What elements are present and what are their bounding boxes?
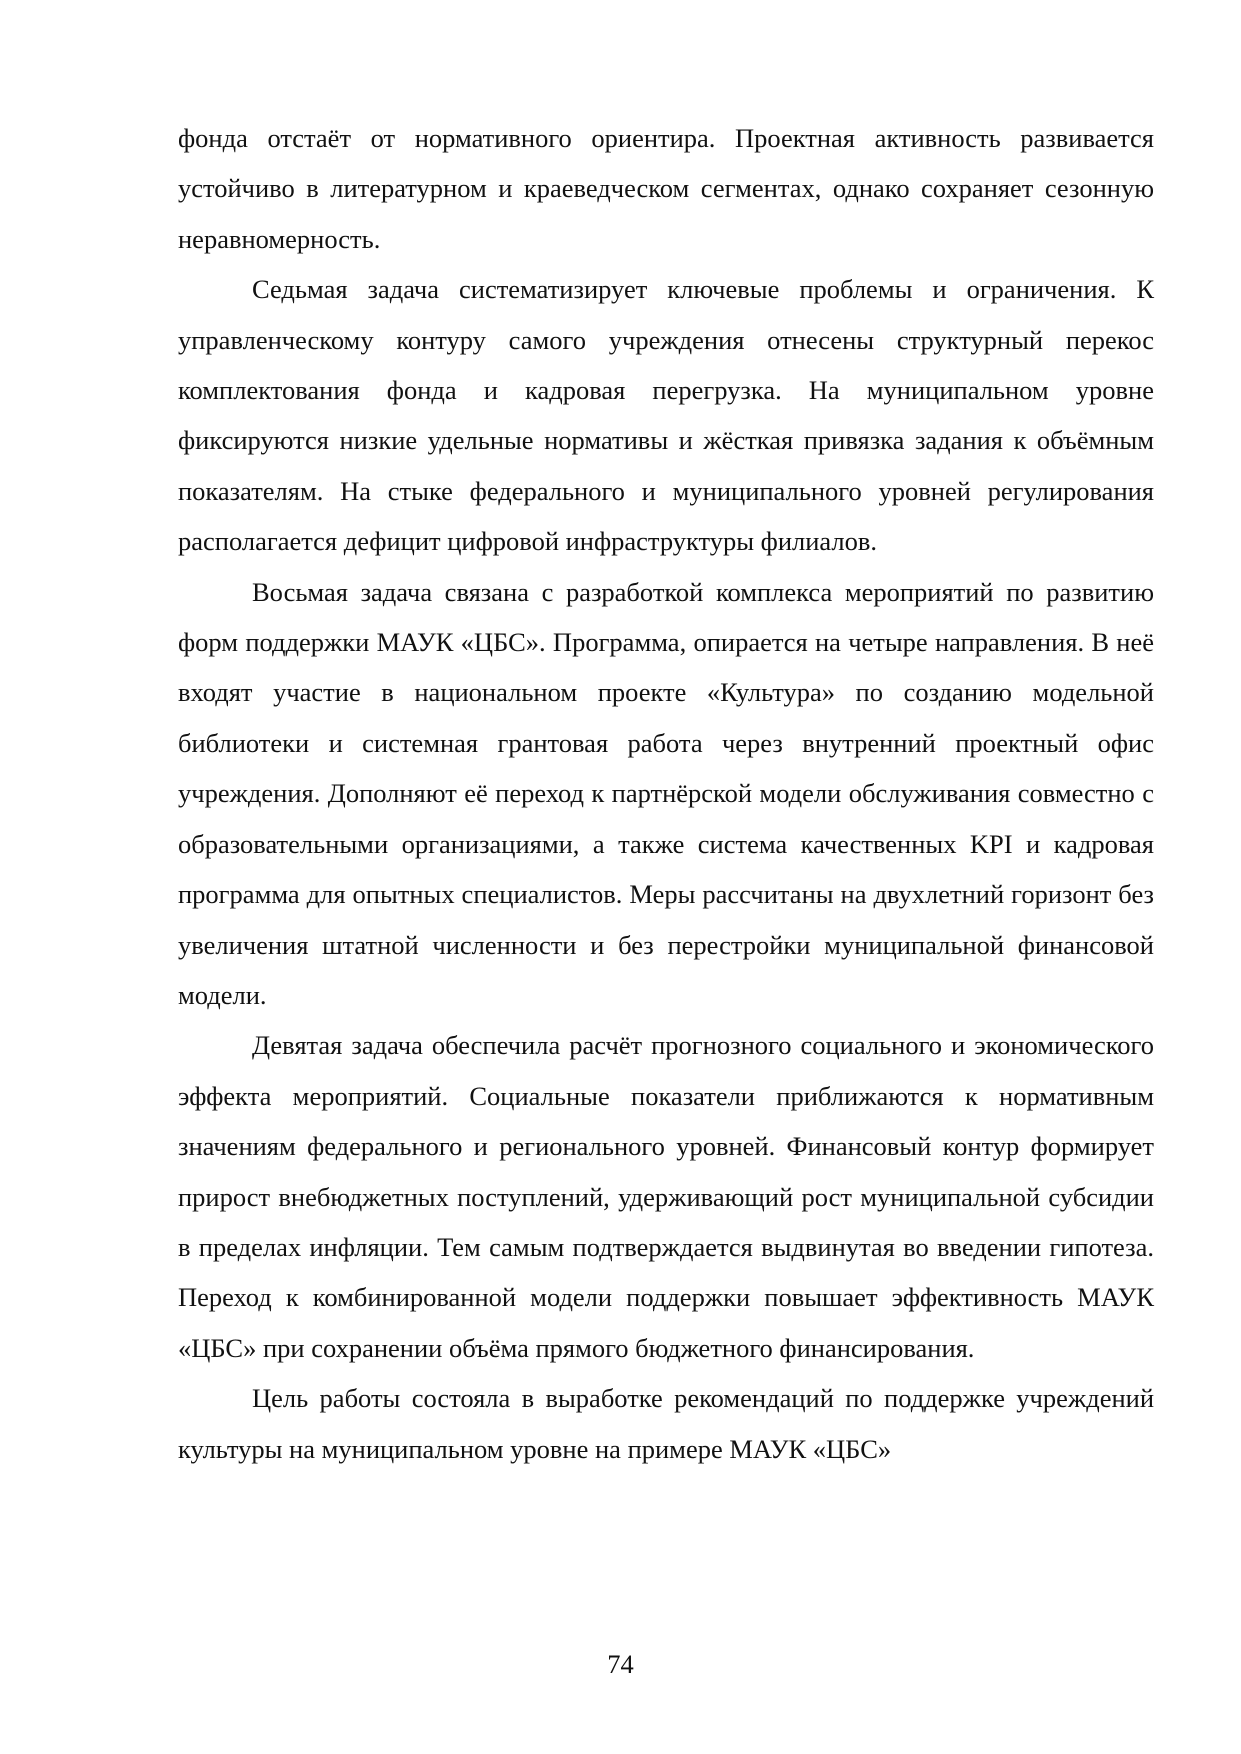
page-number: 74 [607, 1649, 634, 1679]
paragraph-4: Девятая задача обеспечила расчёт прогнозного социального и экономического эффекта мероприятий. Социальные показатели приближаются к нормативным значениям федерального и регионального уровней. Финансовый контур формирует прирост внебюджетных поступлений, удерживающий рост муниципальной субсидии в пределах инфляции. Тем самым подтверждается выдвинутая во введении гипотеза. Переход к комбинированной модели поддержки повышает эффективность МАУК «ЦБС» при сохранении объёма прямого бюджетного финансирования. [178, 1030, 1154, 1363]
paragraph-3: Восьмая задача связана с разработкой комплекса мероприятий по развитию форм поддержки МАУК «ЦБС». Программа, опирается на четыре направления. В неё входят участие в национальном проекте «Культура» по созданию модельной библиотеки и системная грантовая работа через внутренний проектный офис учреждения. Дополняют её переход к партнёрской модели обслуживания совместно с образовательными организациями, а также система качественных KPI и кадровая программа для опытных специалистов. Меры рассчитаны на двухлетний горизонт без увеличения штатной численности и без перестройки муниципальной финансовой модели. [178, 576, 1154, 1010]
paragraph-2: Седьмая задача систематизирует ключевые проблемы и ограничения. К управленческому контуру самого учреждения отнесены структурный перекос комплектования фонда и кадровая перегрузка. На муниципальном уровне фиксируются низкие удельные нормативы и жёсткая привязка задания к объёмным показателям. На стыке федерального и муниципального уровней регулирования располагается дефицит цифровой инфраструктуры филиалов. [178, 274, 1154, 557]
paragraph-1: фонда отстаёт от нормативного ориентира. Проектная активность развивается устойчиво в литературном и краеведческом сегментах, однако сохраняет сезонную неравномерность. [178, 123, 1154, 254]
body-text [178, 113, 1154, 1474]
paragraph-5: Цель работы состояла в выработке рекомендаций по поддержке учреждений культуры на муниципальном уровне на примере МАУК «ЦБС» [178, 1383, 1154, 1464]
